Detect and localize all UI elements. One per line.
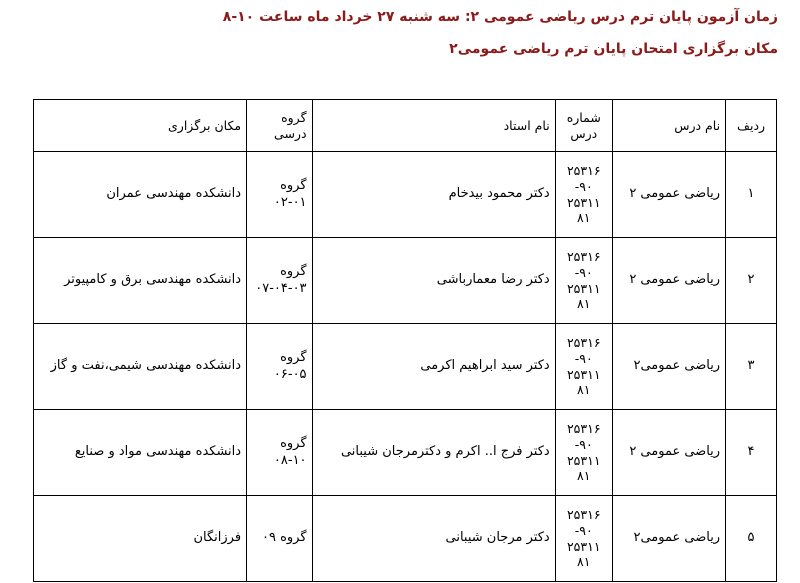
- course-code-part: ۹۰-: [574, 178, 593, 194]
- exam-schedule-table: [33, 99, 777, 582]
- instructor-name: دکتر محمود بیدخام: [312, 152, 555, 238]
- header-group: گروه درسی: [247, 100, 312, 152]
- table-row: [34, 496, 777, 582]
- exam-location: دانشکده مهندسی برق و کامپیوتر: [34, 238, 247, 324]
- course-code: [555, 496, 612, 582]
- course-code: [555, 152, 612, 238]
- exam-location: دانشکده مهندسی شیمی،نفت و گاز: [34, 324, 247, 410]
- header-row-number: ردیف: [726, 100, 777, 152]
- header-location: مکان برگزاری: [34, 100, 247, 152]
- instructor-name: دکتر مرجان شیبانی: [312, 496, 555, 582]
- course-group: گروه ۰۳-۰۴-۰۷: [247, 238, 312, 324]
- course-code-part: ۲۵۳۱۶: [566, 163, 601, 179]
- course-code: [555, 324, 612, 410]
- course-code-part: ۲۵۳۱۱: [566, 194, 601, 210]
- exam-location: فرزانگان: [34, 496, 247, 582]
- table-row: [34, 324, 777, 410]
- header-instructor: نام استاد: [312, 100, 555, 152]
- course-code-part: ۹۰-: [574, 436, 593, 452]
- table-header-row: [34, 100, 777, 152]
- table-row: [34, 152, 777, 238]
- course-code-part: ۸۱: [577, 382, 591, 398]
- course-group: گروه ۰۱-۰۲: [247, 152, 312, 238]
- header-course-name: نام درس: [612, 100, 725, 152]
- course-code-part: ۸۱: [577, 296, 591, 312]
- course-code: [555, 410, 612, 496]
- course-code-part: ۲۵۳۱۱: [566, 366, 601, 382]
- instructor-name: دکتر رضا معمارباشی: [312, 238, 555, 324]
- course-code-part: ۸۱: [577, 468, 591, 484]
- table-row: [34, 410, 777, 496]
- course-name: ریاضی عمومی ۲: [612, 410, 725, 496]
- course-name: ریاضی عمومی ۲: [612, 238, 725, 324]
- course-code: [555, 238, 612, 324]
- instructor-name: دکتر سید ابراهیم اکرمی: [312, 324, 555, 410]
- exam-time-heading: زمان آزمون پایان ترم درس ریاضی عمومی ۲: سه شنبه ۲۷ خرداد ماه ساعت ۱۰-۸: [222, 9, 778, 25]
- course-group: گروه ۱۰-۰۸: [247, 410, 312, 496]
- row-number: ۴: [726, 410, 777, 496]
- row-number: ۲: [726, 238, 777, 324]
- course-name: ریاضی عمومی۲: [612, 496, 725, 582]
- course-code-part: ۹۰-: [574, 264, 593, 280]
- course-code-part: ۲۵۳۱۶: [566, 421, 601, 437]
- exam-place-heading: مکان برگزاری امتحان پایان ترم ریاضی عمومی۲: [449, 41, 778, 57]
- course-code-part: ۸۱: [577, 210, 591, 226]
- course-code-part: ۲۵۳۱۶: [566, 335, 601, 351]
- course-code-part: ۲۵۳۱۶: [566, 507, 601, 523]
- course-name: ریاضی عمومی ۲: [612, 152, 725, 238]
- exam-location: دانشکده مهندسی مواد و صنایع: [34, 410, 247, 496]
- row-number: ۵: [726, 496, 777, 582]
- course-group: گروه ۰۹: [247, 496, 312, 582]
- course-code-part: ۹۰-: [574, 350, 593, 366]
- exam-location: دانشکده مهندسی عمران: [34, 152, 247, 238]
- course-code-part: ۲۵۳۱۶: [566, 249, 601, 265]
- course-code-part: ۲۵۳۱۱: [566, 280, 601, 296]
- table-row: [34, 238, 777, 324]
- course-code-part: ۲۵۳۱۱: [566, 452, 601, 468]
- course-group: گروه ۰۵-۰۶: [247, 324, 312, 410]
- course-name: ریاضی عمومی۲: [612, 324, 725, 410]
- row-number: ۳: [726, 324, 777, 410]
- course-code-part: ۸۱: [577, 554, 591, 570]
- header-course-code: شماره درس: [555, 100, 612, 152]
- course-code-part: ۲۵۳۱۱: [566, 538, 601, 554]
- row-number: ۱: [726, 152, 777, 238]
- instructor-name: دکتر فرج ا.. اکرم و دکترمرجان شیبانی: [312, 410, 555, 496]
- course-code-part: ۹۰-: [574, 522, 593, 538]
